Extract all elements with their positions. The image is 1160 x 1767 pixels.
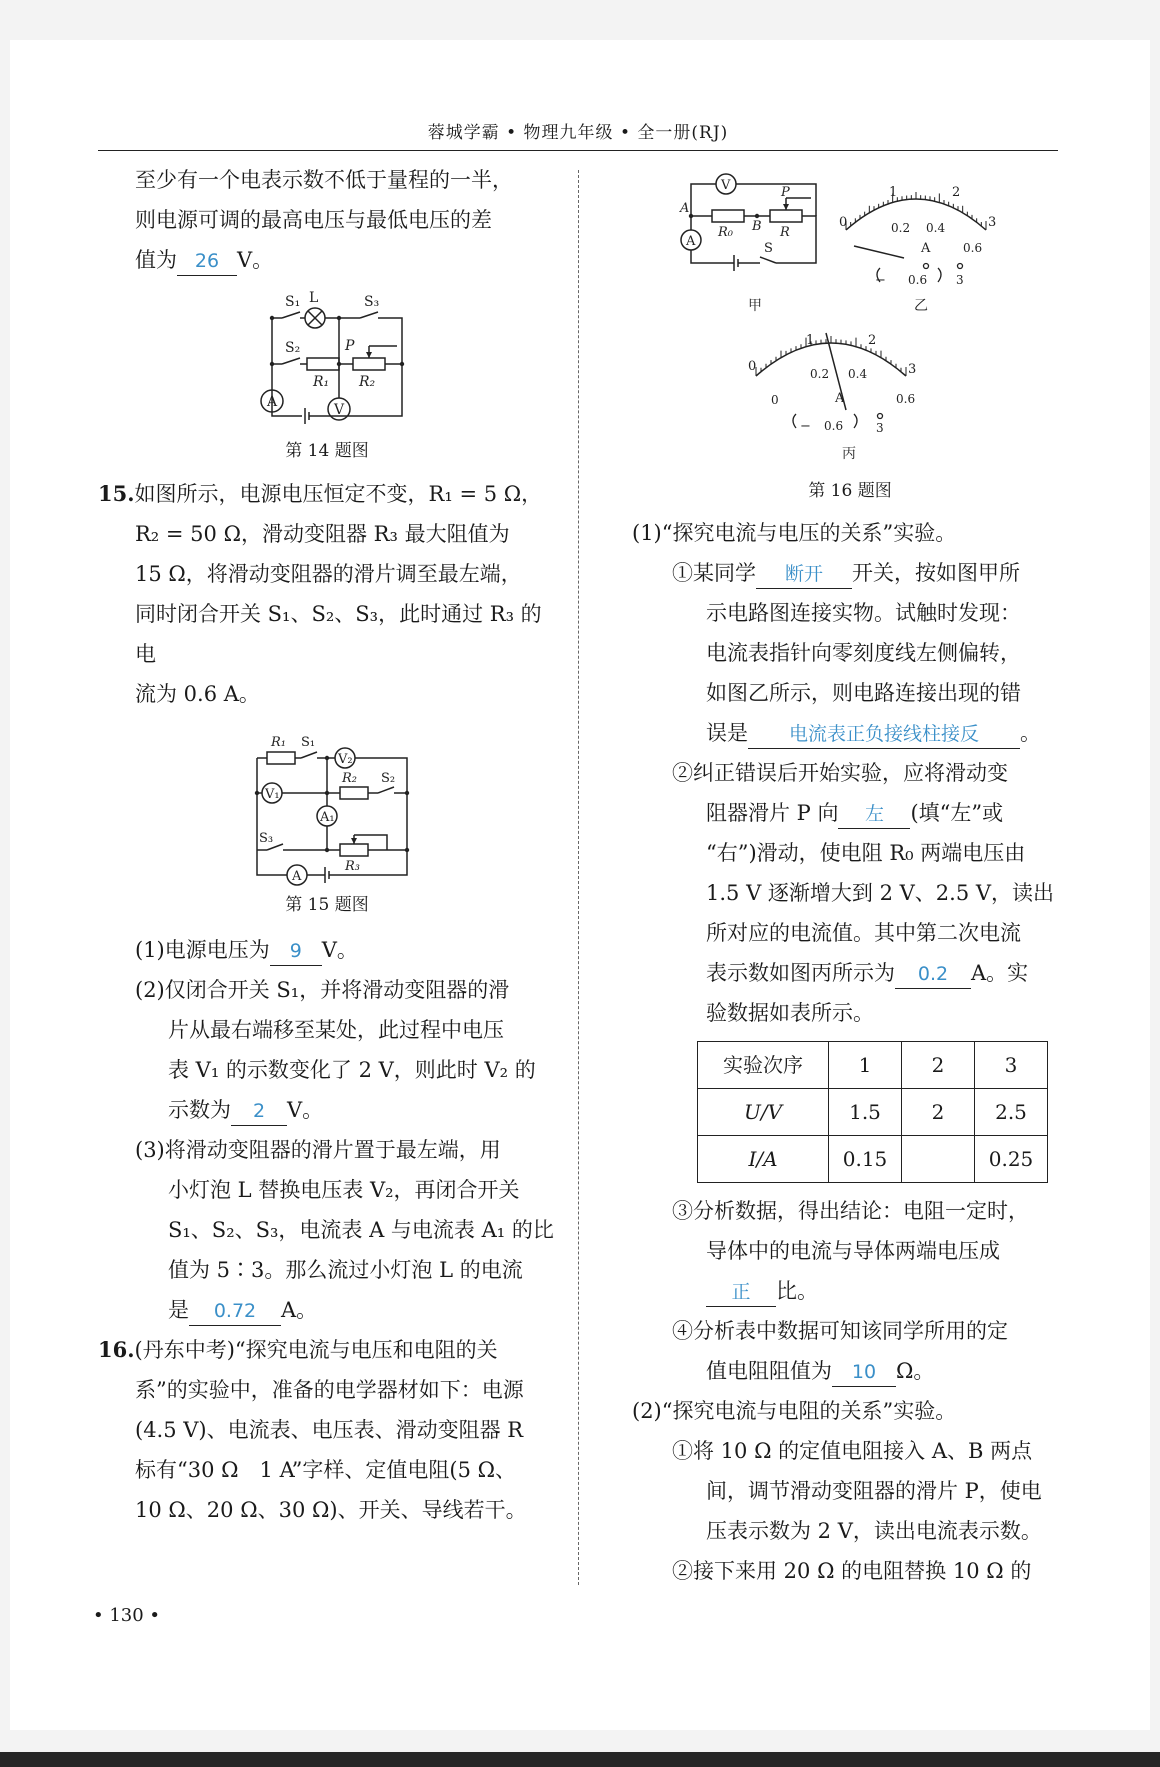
yi-unit: A bbox=[921, 241, 931, 256]
yi-term-3: 3 bbox=[956, 273, 964, 287]
q15-sub1: (1)电源电压为 9 V。 bbox=[98, 930, 556, 970]
answer-blank: 正 bbox=[706, 1278, 776, 1307]
q15-sub2-line-1: (2)仅闭合开关 S₁，并将滑动变阻器的滑 bbox=[135, 978, 510, 1002]
q16-line-1: 16.(丹东中考)“探究电流与电压和电阻的关 bbox=[98, 1337, 498, 1362]
bing-2: 2 bbox=[868, 333, 877, 348]
fig15-s1: S₁ bbox=[301, 735, 316, 750]
q15-line-2: R₂ = 50 Ω，滑动变阻器 R₃ 最大阻值为 bbox=[135, 522, 510, 546]
s3-line-3: 正 比。 bbox=[632, 1271, 1062, 1311]
q15-sub3-line-5: 是 0.72 A。 bbox=[98, 1290, 556, 1330]
s2-line-6: 表示数如图丙所示为 0.2 A。实 bbox=[632, 953, 1062, 993]
bing-b04: 0.4 bbox=[848, 367, 868, 381]
fig15-a1: A₁ bbox=[320, 810, 335, 825]
yi-02: 0.2 bbox=[891, 221, 911, 235]
q16-line-5: 10 Ω、20 Ω、30 Ω)、开关、导线若干。 bbox=[135, 1498, 527, 1522]
q15-line-3: 15 Ω，将滑动变阻器的滑片调至最左端， bbox=[135, 562, 522, 586]
p2-line-1: ①将 10 Ω 的定值电阻接入 A、B 两点 bbox=[672, 1439, 1033, 1463]
bing-1: 1 bbox=[806, 333, 815, 348]
yi-2: 2 bbox=[952, 185, 961, 200]
q15-number: 15. bbox=[98, 481, 135, 506]
q15-sub3-line-2: 小灯泡 L 替换电压表 V₂，再闭合开关 bbox=[168, 1178, 520, 1202]
fig14-p: P bbox=[345, 338, 355, 354]
s2-line-7: 验数据如表所示。 bbox=[706, 1001, 874, 1025]
fig16-ptB: B bbox=[752, 219, 762, 234]
yi-term-06: 0.6 bbox=[908, 273, 928, 287]
bing-term-3: 3 bbox=[876, 421, 884, 435]
fig16-a: A bbox=[686, 234, 696, 249]
yi-1: 1 bbox=[889, 185, 898, 200]
answer-blank: 26 bbox=[177, 247, 237, 276]
table-row bbox=[698, 1089, 1048, 1136]
fig14-r2: R₂ bbox=[359, 374, 376, 390]
s1-line-4: 如图乙所示，则电路连接出现的错 bbox=[706, 681, 1021, 705]
s1-line-5: 误是 电流表正负接线柱接反 。 bbox=[632, 713, 1062, 753]
fig16-r0: R₀ bbox=[718, 225, 733, 240]
bing-3: 3 bbox=[908, 362, 917, 377]
q15-line-1: 15.如图所示，电源电压恒定不变，R₁ = 5 Ω， bbox=[98, 481, 543, 506]
yi-04: 0.4 bbox=[926, 221, 946, 235]
table-cell: 0.15 bbox=[829, 1136, 902, 1183]
meter-yi-ticks bbox=[846, 192, 986, 230]
meter-yi-needle bbox=[854, 246, 904, 258]
intro-line-1: 至少有一个电表示数不低于量程的一半， bbox=[135, 168, 513, 192]
table-cell: U/V bbox=[698, 1089, 829, 1136]
bing-unit: A bbox=[835, 391, 845, 406]
fig14-v: V bbox=[334, 402, 345, 418]
page-number: • 130 • bbox=[93, 1605, 161, 1626]
fig16-ptA: A bbox=[680, 201, 690, 216]
s2-line-4: 1.5 V 逐渐增大到 2 V、2.5 V，读出 bbox=[706, 881, 1055, 905]
left-column bbox=[98, 160, 556, 1530]
intro-line-2: 则电源可调的最高电压与最低电压的差 bbox=[135, 208, 492, 232]
q15-sub3-line-3: S₁、S₂、S₃，电流表 A 与电流表 A₁ 的比 bbox=[168, 1218, 554, 1242]
figure-14-caption: 第 14 题图 bbox=[285, 441, 369, 461]
answer-blank: 电流表正负接线柱接反 bbox=[748, 720, 1020, 749]
fig15-r1: R₁ bbox=[271, 735, 286, 750]
s2-line-1: ②纠正错误后开始实验，应将滑动变 bbox=[672, 761, 1008, 785]
s3-line-1: ③分析数据，得出结论：电阻一定时， bbox=[672, 1199, 1029, 1223]
fig15-r3: R₃ bbox=[345, 859, 360, 874]
fig16-jia: 甲 bbox=[748, 298, 762, 314]
fig16-p: P bbox=[781, 185, 790, 200]
bing-b02: 0.2 bbox=[810, 367, 830, 381]
fig15-a: A bbox=[292, 869, 302, 884]
yi-0: 0 bbox=[839, 215, 848, 230]
table-cell: I/A bbox=[698, 1136, 829, 1183]
fig15-r2: R₂ bbox=[342, 771, 357, 786]
fig14-s3: S₃ bbox=[364, 294, 380, 310]
bing-b06: 0.6 bbox=[896, 392, 916, 406]
table-cell bbox=[902, 1136, 975, 1183]
fig16-s: S bbox=[764, 241, 773, 256]
answer-blank: 断开 bbox=[756, 560, 852, 589]
fig14-a: A bbox=[267, 394, 278, 410]
figure-16-caption: 第 16 题图 bbox=[808, 481, 892, 501]
table-row bbox=[698, 1042, 1048, 1089]
figure-16 bbox=[676, 168, 1036, 468]
s1-line-2: 示电路图连接实物。试触时发现： bbox=[706, 601, 1021, 625]
table-cell: 实验次序 bbox=[698, 1042, 829, 1089]
fig14-s1: S₁ bbox=[285, 294, 301, 310]
s2-line-5: 所对应的电流值。其中第二次电流 bbox=[706, 921, 1021, 945]
table-cell: 2 bbox=[902, 1042, 975, 1089]
meter-bing-ticks bbox=[756, 336, 906, 376]
answer-blank: 0.72 bbox=[189, 1297, 281, 1326]
fig14-l: L bbox=[309, 290, 319, 306]
s4-line-1: ④分析表中数据可知该同学所用的定 bbox=[672, 1319, 1008, 1343]
fig14-s2: S₂ bbox=[285, 340, 301, 356]
table-cell: 1 bbox=[829, 1042, 902, 1089]
data-table bbox=[697, 1041, 1048, 1183]
bottom-bar bbox=[0, 1752, 1160, 1767]
figure-15-circuit bbox=[227, 720, 427, 890]
answer-blank: 10 bbox=[832, 1358, 896, 1387]
q15-sub2-line-3: 表 V₁ 的示数变化了 2 V，则此时 V₂ 的 bbox=[168, 1058, 536, 1082]
answer-blank: 左 bbox=[838, 800, 910, 829]
q16-line-4: 标有“30 Ω 1 A”字样、定值电阻(5 Ω、 bbox=[135, 1458, 517, 1482]
q15-line-4: 同时闭合开关 S₁、S₂、S₃，此时通过 R₃ 的电 bbox=[135, 602, 542, 666]
table-cell: 2 bbox=[902, 1089, 975, 1136]
s4-line-2: 值电阻阻值为 10 Ω。 bbox=[632, 1351, 1062, 1391]
p2-line-3: 压表示数为 2 V，读出电流表示数。 bbox=[706, 1519, 1042, 1543]
fig15-s3: S₃ bbox=[259, 831, 274, 846]
figure-15-caption: 第 15 题图 bbox=[285, 895, 369, 915]
fig16-yi: 乙 bbox=[914, 298, 928, 314]
yi-term-neg: − bbox=[875, 273, 886, 288]
page-header: 蓉城学霸 • 物理九年级 • 全一册(RJ) bbox=[98, 118, 1058, 151]
s1-line-1: ①某同学 断开 开关，按如图甲所 bbox=[632, 553, 1062, 593]
s3-line-2: 导体中的电流与导体两端电压成 bbox=[706, 1239, 1000, 1263]
table-cell: 2.5 bbox=[975, 1089, 1048, 1136]
fig16-v: V bbox=[721, 178, 731, 193]
table-cell: 1.5 bbox=[829, 1089, 902, 1136]
bing-term-06: 0.6 bbox=[824, 419, 844, 433]
p2-line-4: ②接下来用 20 Ω 的电阻替换 10 Ω 的 bbox=[672, 1559, 1032, 1583]
table-row bbox=[698, 1136, 1048, 1183]
answer-blank: 2 bbox=[231, 1097, 287, 1126]
q15-line-5: 流为 0.6 A。 bbox=[135, 682, 260, 706]
q15-sub3-line-4: 值为 5∶3。那么流过小灯泡 L 的电流 bbox=[168, 1258, 523, 1282]
fig16-bing: 丙 bbox=[842, 446, 856, 462]
yi-06: 0.6 bbox=[963, 241, 983, 255]
q15-sub2-line-4: 示数为 2 V。 bbox=[98, 1090, 556, 1130]
fig14-r1: R₁ bbox=[313, 374, 330, 390]
q15-sub2-line-2: 片从最右端移至某处，此过程中电压 bbox=[168, 1018, 504, 1042]
s1-line-3: 电流表指针向零刻度线左侧偏转， bbox=[706, 641, 1021, 665]
q16-line-3: (4.5 V)、电流表、电压表、滑动变阻器 R bbox=[135, 1418, 524, 1442]
s2-line-3: “右”)滑动，使电阻 R₀ 两端电压由 bbox=[706, 841, 1026, 865]
fig15-s2: S₂ bbox=[381, 771, 396, 786]
part1-title: (1)“探究电流与电压的关系”实验。 bbox=[632, 521, 957, 545]
s2-line-2: 阻器滑片 P 向 左 (填“左”或 bbox=[632, 793, 1062, 833]
bing-0: 0 bbox=[748, 359, 757, 374]
bing-b0: 0 bbox=[771, 393, 779, 407]
q16-line-2: 系”的实验中，准备的电学器材如下：电源 bbox=[135, 1378, 524, 1402]
q16-number: 16. bbox=[98, 1337, 135, 1362]
part2-title: (2)“探究电流与电阻的关系”实验。 bbox=[632, 1399, 957, 1423]
column-divider bbox=[578, 170, 579, 1585]
right-column bbox=[632, 513, 1062, 1591]
yi-3: 3 bbox=[988, 215, 997, 230]
answer-blank: 9 bbox=[270, 937, 322, 966]
p2-line-2: 间，调节滑动变阻器的滑片 P，使电 bbox=[706, 1479, 1042, 1503]
answer-blank: 0.2 bbox=[895, 960, 971, 989]
figure-14-circuit bbox=[227, 286, 427, 434]
table-cell: 3 bbox=[975, 1042, 1048, 1089]
intro-line-3: 值为 26 V。 bbox=[98, 240, 556, 280]
bing-term-neg: − bbox=[800, 419, 811, 434]
table-cell: 0.25 bbox=[975, 1136, 1048, 1183]
fig16-r: R bbox=[780, 225, 790, 240]
fig15-v2: V₂ bbox=[338, 752, 353, 767]
q15-sub3-line-1: (3)将滑动变阻器的滑片置于最左端，用 bbox=[135, 1138, 501, 1162]
fig15-v1: V₁ bbox=[265, 787, 280, 802]
